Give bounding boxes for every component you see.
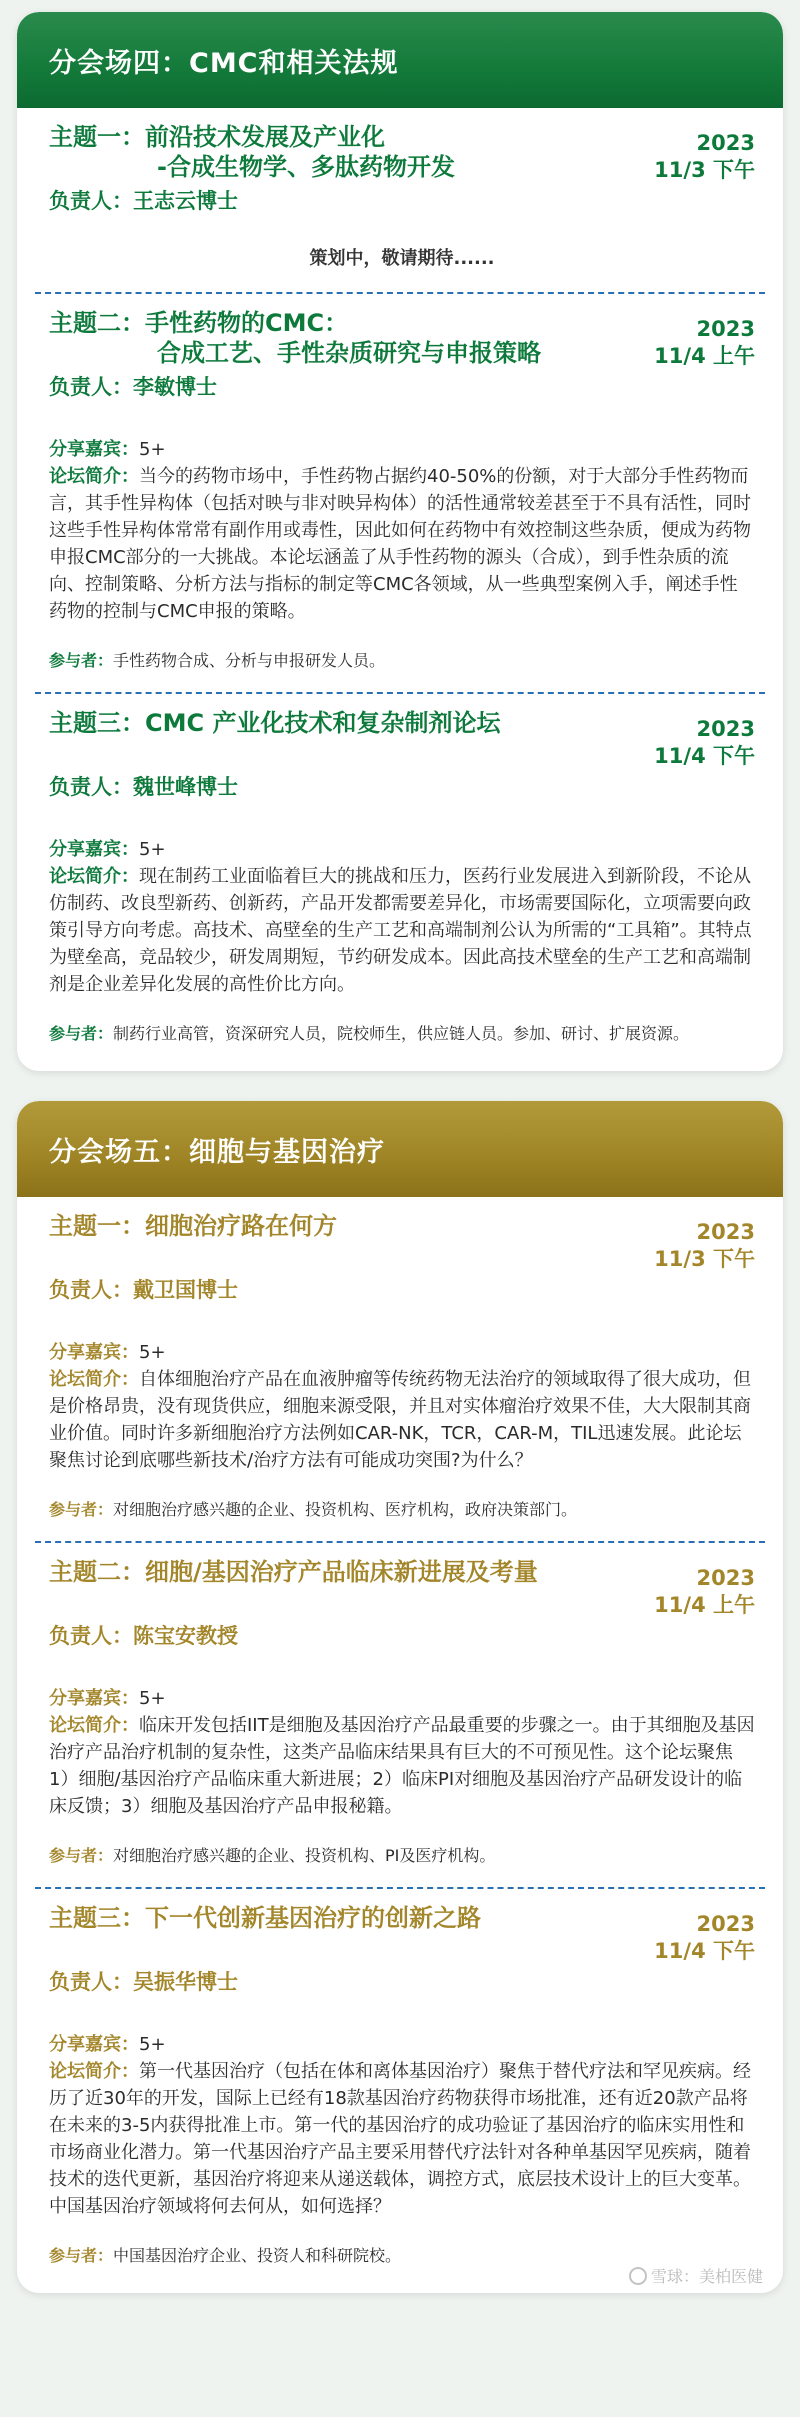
- topic: [17, 294, 783, 692]
- intro-row: 论坛简介：自体细胞治疗产品在血液肿瘤等传统药物无法治疗的领域取得了很大成功，但是价格昂贵，没有现货供应，细胞来源受限，并且对实体瘤治疗效果不佳，大大限制其商业价值。同时许多新细胞治疗方法例如CAR-NK，TCR，CAR-M，TIL迅速发展。此论坛聚焦讨论到底哪些新技术/治疗方法有可能成功突围?为什么？: [49, 1369, 751, 1471]
- topic-date: 2023 11/4 上午: [654, 317, 755, 368]
- session-title: 分会场四：CMC和相关法规: [17, 12, 783, 108]
- attendees-row: 参与者：对细胞治疗感兴趣的企业、投资机构、医疗机构，政府决策部门。: [49, 1500, 578, 1519]
- guests-row: 分享嘉宾：5+: [49, 1688, 166, 1709]
- topic-title: 主题三：下一代创新基因治疗的创新之路: [49, 1904, 481, 1932]
- topic-date: 2023 11/4 上午: [654, 1566, 755, 1617]
- attendees-row: 参与者：手性药物合成、分析与申报研发人员。: [49, 651, 386, 670]
- intro-row: 论坛简介：第一代基因治疗（包括在体和离体基因治疗）聚焦于替代疗法和罕见疾病。经历了近30年的开发，国际上已经有18款基因治疗药物获得市场批准，还有近20款产品将在未来的3-5内获得批准上市。第一代的基因治疗的成功验证了基因治疗的临床实用性和市场商业化潜力。第一代基因治疗产品主要采用替代疗法针对各种单基因罕见疾病，随着技术的迭代更新，基因治疗将迎来从递送载体，调控方式，底层技术设计上的巨大变革。中国基因治疗领域将何去何从，如何选择？: [49, 2061, 751, 2217]
- topic-leader: 负责人：陈宝安教授: [49, 1624, 238, 1648]
- guests-row: 分享嘉宾：5+: [49, 439, 166, 460]
- session-title: 分会场五：细胞与基因治疗: [17, 1101, 783, 1197]
- intro-row: 论坛简介：临床开发包括IIT是细胞及基因治疗产品最重要的步骤之一。由于其细胞及基因治疗产品治疗机制的复杂性，这类产品临床结果具有巨大的不可预见性。这个论坛聚焦 1）细胞/基因治疗产品临床重大新进展；2）临床PI对细胞及基因治疗产品研发设计的临床反馈；3）细胞及基因治疗产品申报秘籍。: [49, 1715, 755, 1817]
- guests-row: 分享嘉宾：5+: [49, 1342, 166, 1363]
- planning-notice: 策划中，敬请期待......: [309, 248, 495, 269]
- session-card-4: [17, 12, 783, 1071]
- topic-title: 主题一：细胞治疗路在何方: [49, 1212, 337, 1240]
- attendees-row: 参与者：中国基因治疗企业、投资人和科研院校。: [49, 2246, 402, 2265]
- intro-row: 论坛简介：当今的药物市场中，手性药物占据约40-50%的份额，对于大部分手性药物而言，其手性异构体（包括对映与非对映异构体）的活性通常较差甚至于不具有活性，同时这些手性异构体常常有副作用或毒性，因此如何在药物中有效控制这些杂质，便成为药物申报CMC部分的一大挑战。本论坛涵盖了从手性药物的源头（合成），到手性杂质的流向、控制策略、分析方法与指标的制定等CMC各领域，从一些典型案例入手，阐述手性药物的控制与CMC申报的策略。: [49, 466, 751, 622]
- topic: [17, 1889, 783, 2287]
- session-card-5: [17, 1101, 783, 2293]
- topic-title: 主题二：细胞/基因治疗产品临床新进展及考量: [49, 1558, 538, 1586]
- topic-title: 主题二：手性药物的CMC： 合成工艺、手性杂质研究与申报策略: [49, 309, 541, 367]
- topic: [17, 108, 783, 292]
- topic-leader: 负责人：戴卫国博士: [49, 1278, 238, 1302]
- topic-leader: 负责人：魏世峰博士: [49, 775, 238, 799]
- topic-date: 2023 11/3 下午: [654, 131, 755, 182]
- topic-date: 2023 11/3 下午: [654, 1220, 755, 1271]
- topic-title: 主题一：前沿技术发展及产业化 -合成生物学、多肽药物开发: [49, 123, 455, 181]
- topic-leader: 负责人：李敏博士: [49, 375, 217, 399]
- topic-date: 2023 11/4 下午: [654, 717, 755, 768]
- topic: [17, 1197, 783, 1541]
- watermark: 雪球：美柏医健: [629, 2264, 763, 2287]
- guests-row: 分享嘉宾：5+: [49, 2034, 166, 2055]
- topic: [17, 694, 783, 1065]
- attendees-row: 参与者：制药行业高管，资深研究人员，院校师生，供应链人员。参加、研讨、扩展资源。: [49, 1024, 690, 1043]
- guests-row: 分享嘉宾：5+: [49, 839, 166, 860]
- topic-date: 2023 11/4 下午: [654, 1912, 755, 1963]
- snowball-logo-icon: [629, 2267, 647, 2285]
- topic-title: 主题三：CMC 产业化技术和复杂制剂论坛: [49, 709, 501, 737]
- topic: [17, 1543, 783, 1887]
- topic-leader: 负责人：吴振华博士: [49, 1970, 238, 1994]
- attendees-row: 参与者：对细胞治疗感兴趣的企业、投资机构、PI及医疗机构。: [49, 1846, 496, 1865]
- intro-row: 论坛简介：现在制药工业面临着巨大的挑战和压力，医药行业发展进入到新阶段，不论从仿制药、改良型新药、创新药，产品开发都需要差异化，市场需要国际化，立项需要向政策引导方向考虑。高技术、高壁垒的生产工艺和高端制剂公认为所需的“工具箱”。其特点为壁垒高，竞品较少，研发周期短，节约研发成本。因此高技术壁垒的生产工艺和高端制剂是企业差异化发展的高性价比方向。: [49, 866, 752, 995]
- topic-leader: 负责人：王志云博士: [49, 189, 238, 213]
